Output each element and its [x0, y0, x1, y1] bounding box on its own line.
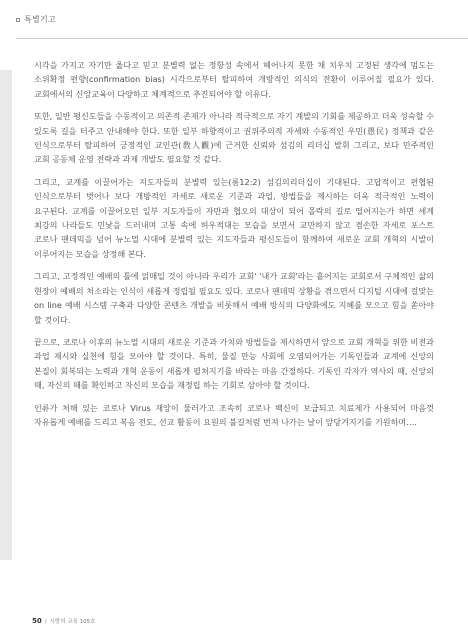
- header-divider: [16, 38, 468, 39]
- page-number: 50: [32, 617, 42, 625]
- footer-separator: /: [44, 619, 47, 625]
- paragraph: 끝으로, 코로나 이후의 뉴노멀 시대의 새로운 기준과 가치와 방법들을 제시하면서 앞으로 교회 개혁을 위한 비전과 과업 제시와 실천에 힘을 모아야 할 것이다. 특히, 물질 만능 사회에 오염되어가는 기독인들과 교계에 신앙의 본질이 회복되는 노력과 개혁 운동이 새롭게 펼쳐지기를 바라는 마음 간절하다. 기독인 각자가 역사의 때, 신앙의 때, 자신의 때를 확인하고 자신의 모습을 재정립 하는 기회로 삼아야 할 것이다.: [34, 336, 434, 391]
- paragraph: 그리고, 교계를 이끌어가는 지도자들의 분별력 있는(롬12:2) 섬김의리더십이 기대된다. 고답적이고 편협된 인식으로부터 벗어나 보다 개방적인 자세로 새로운 기준과 과업, 방법들을 제시하는 더욱 적극적인 노력이 요구된다. 교계를 이끌어오던 일부 지도자들이 자만과 협오의 대상이 되어 몰락의 길로 떨어지는가 하면 세계 최강의 나라들도 민낯을 드러내며 고통 속에 허우적대는 모습을 보면서 교만하지 않고 겸손한 자세로 포스트 코로나 팬데믹을 넘어 뉴노멀 시대에 분별력 있는 지도자들과 평신도들이 함께하여 새로운 교회 개혁의 시발이 이루어지는 모습을 상정해 본다.: [34, 176, 434, 259]
- side-margin-tab: [0, 70, 12, 560]
- paragraph: 시각을 가지고 자기만 옳다고 믿고 분별력 없는 정항성 속에서 헤어나지 못한 채 치우치 고정된 생각에 멈도는 소위확정 편향(confirmation bias) 시각으로부터 탈피하여 개방적인 의식의 전환이 이루어질 필요가 있다. 교회에서의 신앙교육이 다양하고 체계적으로 추진되어야 할 이유다.: [34, 60, 434, 99]
- paragraph: 그리고, 고정적인 예배의 틀에 얽매일 것이 아니라 우리가 교회' '내가 교회'라는 흩어지는 교회로서 구체적인 삶의 현장이 예배의 처소라는 인식이 새롭게 정립될 필요도 있다. 코로나 팬데믹 상황을 겪으면서 디지털 시대에 걸맞는 on line 예배 시스템 구축과 다양한 콘텐츠 개발을 비롯해서 예배 방식의 다양화에도 지혜를 모으고 힘을 쏟아야 할 것이다.: [34, 271, 434, 325]
- article-body: [34, 58, 434, 437]
- paragraph: 인류가 처해 있는 코로나 Virus 재앙이 물러가고 조속히 코로나 백신이 보급되고 치료제가 사용되어 마음껏 자유롭게 예배를 드리고 복음 전도, 선교 활동이 요원의 불길처럼 번져 나가는 날이 앞당겨지기를 기원하며….: [34, 402, 434, 427]
- square-bullet-icon: [16, 18, 20, 22]
- page-header: [16, 14, 56, 25]
- paragraph: 또한, 일반 평신도들을 수동적이고 의존적 존재가 아니라 적극적으로 자기 계발의 기회를 제공하고 더욱 성숙할 수 있도록 길을 터주고 안내해야 한다. 또한 일부 하향적이고 권위주의적 자세와 수동적인 우민(愚民) 정책과 같은 인식으로부터 탈피하여 긍정적인 교인관(敎人觀)에 근거한 신뢰와 섬김의 리더십 발휘 그리고, 보다 민주적인 교회 공동체 운영 전략과 과제 개발도 필요할 것 같다.: [34, 111, 434, 165]
- publication-title: 시랑의 교육 105호: [49, 619, 96, 625]
- page-footer: [32, 617, 95, 625]
- section-label: 특별기고: [24, 15, 57, 24]
